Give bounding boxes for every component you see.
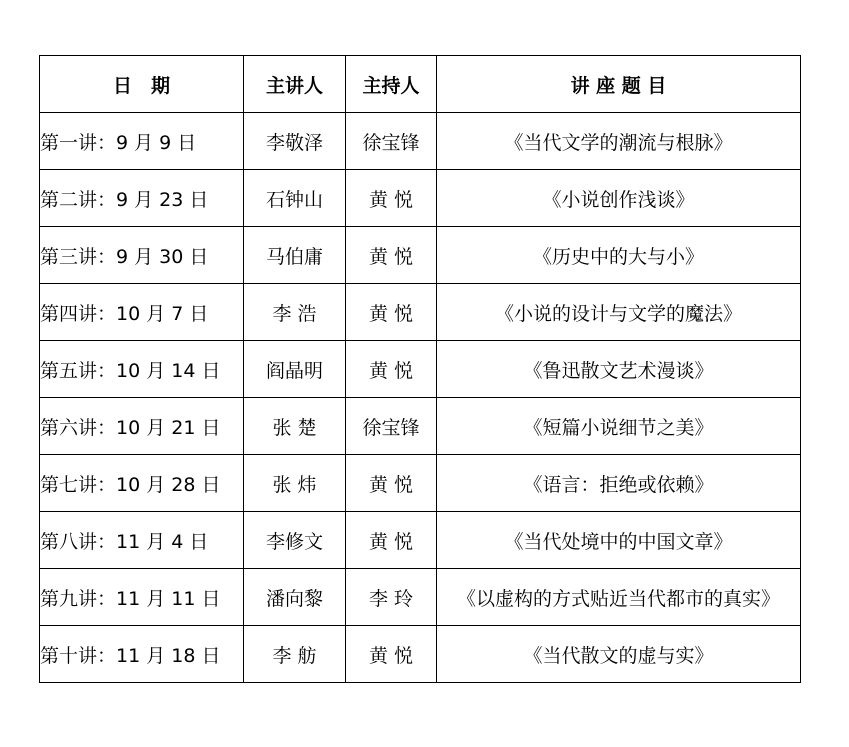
row-host: 徐宝锋 [346, 398, 437, 455]
row-speaker: 张 楚 [244, 398, 346, 455]
row-topic: 《当代散文的虚与实》 [437, 626, 801, 683]
row-speaker: 阎晶明 [244, 341, 346, 398]
table-row [40, 341, 801, 398]
table-row [40, 512, 801, 569]
table-row [40, 398, 801, 455]
row-speaker: 李 舫 [244, 626, 346, 683]
row-date: 第三讲：9 月 30 日 [40, 227, 244, 284]
row-host: 黄 悦 [346, 170, 437, 227]
row-date: 第一讲：9 月 9 日 [40, 113, 244, 170]
table-row [40, 626, 801, 683]
row-host: 黄 悦 [346, 341, 437, 398]
table-row [40, 113, 801, 170]
row-topic: 《小说的设计与文学的魔法》 [437, 284, 801, 341]
row-host: 黄 悦 [346, 512, 437, 569]
row-date: 第七讲：10 月 28 日 [40, 455, 244, 512]
row-speaker: 马伯庸 [244, 227, 346, 284]
table-header-row [40, 56, 801, 113]
table-row [40, 284, 801, 341]
row-speaker: 石钟山 [244, 170, 346, 227]
row-host: 李 玲 [346, 569, 437, 626]
row-speaker: 李 浩 [244, 284, 346, 341]
row-host: 徐宝锋 [346, 113, 437, 170]
row-speaker: 潘向黎 [244, 569, 346, 626]
row-host: 黄 悦 [346, 455, 437, 512]
row-topic: 《当代处境中的中国文章》 [437, 512, 801, 569]
row-topic: 《以虚构的方式贴近当代都市的真实》 [437, 569, 801, 626]
row-topic: 《当代文学的潮流与根脉》 [437, 113, 801, 170]
row-speaker: 张 炜 [244, 455, 346, 512]
header-speaker: 主讲人 [244, 56, 346, 113]
lecture-schedule-table [39, 55, 801, 683]
row-topic: 《小说创作浅谈》 [437, 170, 801, 227]
row-topic: 《历史中的大与小》 [437, 227, 801, 284]
row-host: 黄 悦 [346, 626, 437, 683]
row-date: 第四讲：10 月 7 日 [40, 284, 244, 341]
header-topic: 讲 座 题 目 [437, 56, 801, 113]
row-date: 第九讲：11 月 11 日 [40, 569, 244, 626]
table-row [40, 455, 801, 512]
row-date: 第六讲：10 月 21 日 [40, 398, 244, 455]
row-date: 第二讲：9 月 23 日 [40, 170, 244, 227]
row-host: 黄 悦 [346, 284, 437, 341]
row-date: 第五讲：10 月 14 日 [40, 341, 244, 398]
header-host: 主持人 [346, 56, 437, 113]
row-topic: 《鲁迅散文艺术漫谈》 [437, 341, 801, 398]
table-row [40, 227, 801, 284]
table-row [40, 170, 801, 227]
row-speaker: 李敬泽 [244, 113, 346, 170]
row-speaker: 李修文 [244, 512, 346, 569]
row-topic: 《短篇小说细节之美》 [437, 398, 801, 455]
header-date: 日 期 [40, 56, 244, 113]
row-date: 第十讲：11 月 18 日 [40, 626, 244, 683]
table-row [40, 569, 801, 626]
row-topic: 《语言：拒绝或依赖》 [437, 455, 801, 512]
row-host: 黄 悦 [346, 227, 437, 284]
row-date: 第八讲：11 月 4 日 [40, 512, 244, 569]
